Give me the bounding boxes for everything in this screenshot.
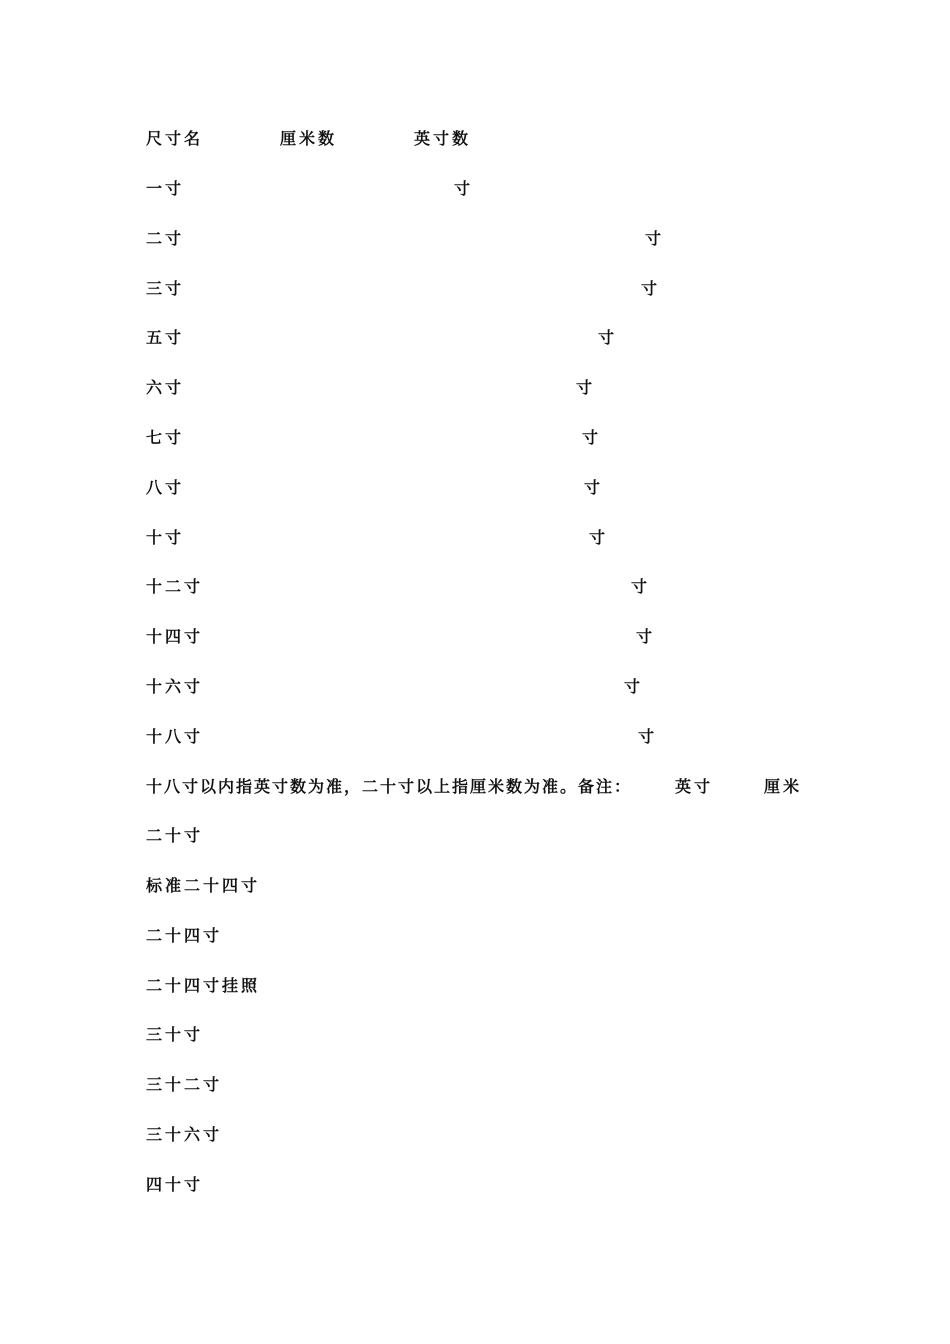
- large-size-name: 三十六寸: [146, 1125, 223, 1144]
- row-unit: 寸: [631, 577, 651, 596]
- header-cm: 厘米数: [280, 129, 338, 148]
- row-name: 十寸: [146, 528, 185, 547]
- note-text: 十八寸以内指英寸数为准，二十寸以上指厘米数为准。备注：: [146, 777, 633, 796]
- row-name: 五寸: [146, 328, 185, 347]
- row-unit: 寸: [624, 677, 644, 696]
- large-size-name: 四十寸: [146, 1175, 204, 1194]
- row-name: 十二寸: [146, 577, 204, 596]
- note-unit-inch: 英寸: [675, 777, 714, 796]
- large-size-name: 二十四寸: [146, 926, 223, 945]
- row-unit: 寸: [582, 428, 602, 447]
- large-size-name: 三十寸: [146, 1025, 204, 1044]
- note-unit-cm: 厘米: [764, 777, 803, 796]
- row-unit: 寸: [598, 328, 618, 347]
- row-unit: 寸: [589, 528, 609, 547]
- large-size-name: 标准二十四寸: [146, 876, 261, 895]
- large-size-name: 二十寸: [146, 826, 204, 845]
- row-name: 十六寸: [146, 677, 204, 696]
- row-unit: 寸: [576, 378, 596, 397]
- row-unit: 寸: [638, 727, 658, 746]
- row-unit: 寸: [454, 179, 474, 198]
- row-name: 六寸: [146, 378, 185, 397]
- row-unit: 寸: [636, 627, 656, 646]
- row-unit: 寸: [645, 229, 665, 248]
- row-name: 三寸: [146, 279, 185, 298]
- row-name: 八寸: [146, 478, 185, 497]
- header-inch: 英寸数: [414, 129, 472, 148]
- large-size-name: 三十二寸: [146, 1075, 223, 1094]
- row-name: 二寸: [146, 229, 185, 248]
- row-unit: 寸: [584, 478, 604, 497]
- row-unit: 寸: [641, 279, 661, 298]
- row-name: 七寸: [146, 428, 185, 447]
- large-size-name: 二十四寸挂照: [146, 976, 261, 995]
- row-name: 一寸: [146, 179, 185, 198]
- header-size-name: 尺寸名: [146, 129, 204, 148]
- row-name: 十四寸: [146, 627, 204, 646]
- row-name: 十八寸: [146, 727, 204, 746]
